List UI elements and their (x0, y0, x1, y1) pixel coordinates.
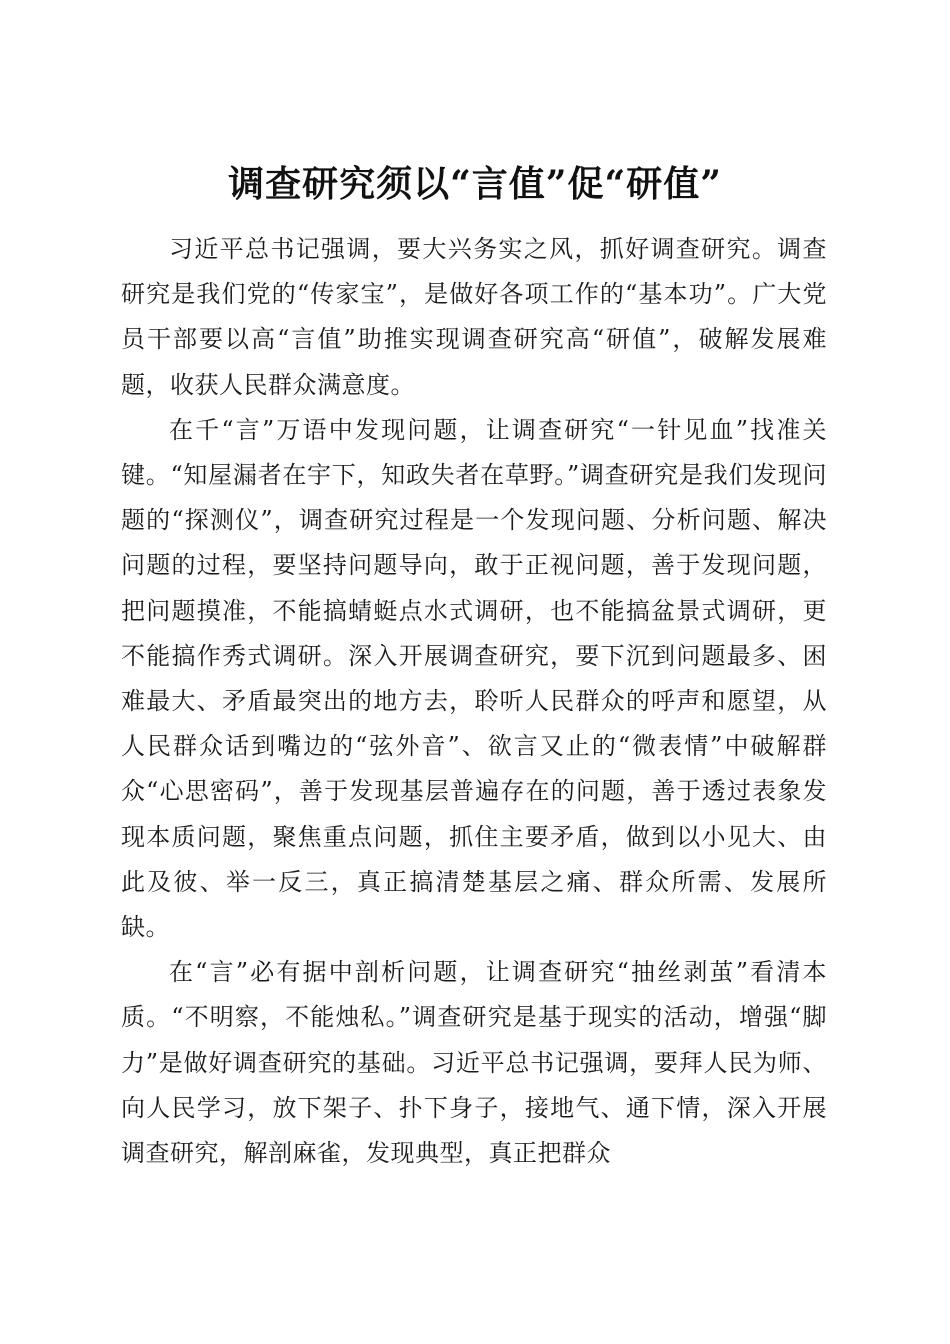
paragraph-1: 习近平总书记强调，要大兴务实之风，抓好调查研究。调查研究是我们党的“传家宝”，是做好各项工作的“基本功”。广大党员干部要以高“言值”助推实现调查研究高“研值”，破解发展难题，收获人民群众满意度。 (121, 235, 827, 399)
page-title: 调查研究须以“言值”促“研值” (228, 163, 722, 206)
article-body (121, 227, 827, 1176)
paragraph-3: 在“言”必有据中剖析问题，让调查研究“抽丝剥茧”看清本质。“不明察，不能烛私。”调查研究是基于现实的活动，增强“脚力”是做好调查研究的基础。习近平总书记强调，要拜人民为师、向人民学习，放下架子、扑下身子，接地气、通下情，深入开展调查研究，解剖麻雀，发现典型，真正把群众 (121, 958, 827, 1168)
paragraph-2: 在千“言”万语中发现问题，让调查研究“一针见血”找准关键。“知屋漏者在宇下，知政失者在草野。”调查研究是我们发现问题的“探测仪”，调查研究过程是一个发现问题、分析问题、解决问题的过程，要坚持问题导向，敢于正视问题，善于发现问题，把问题摸准，不能搞蜻蜓点水式调研，也不能搞盆景式调研，更不能搞作秀式调研。深入开展调查研究，要下沉到问题最多、困难最大、矛盾最突出的地方去，聆听人民群众的呼声和愿望，从人民群众话到嘴边的“弦外音”、欲言又止的“微表情”中破解群众“心思密码”，善于发现基层普遍存在的问题，善于透过表象发现本质问题，聚焦重点问题，抓住主要矛盾，做到以小见大、由此及彼、举一反三，真正搞清楚基层之痛、群众所需、发展所缺。 (121, 415, 827, 942)
